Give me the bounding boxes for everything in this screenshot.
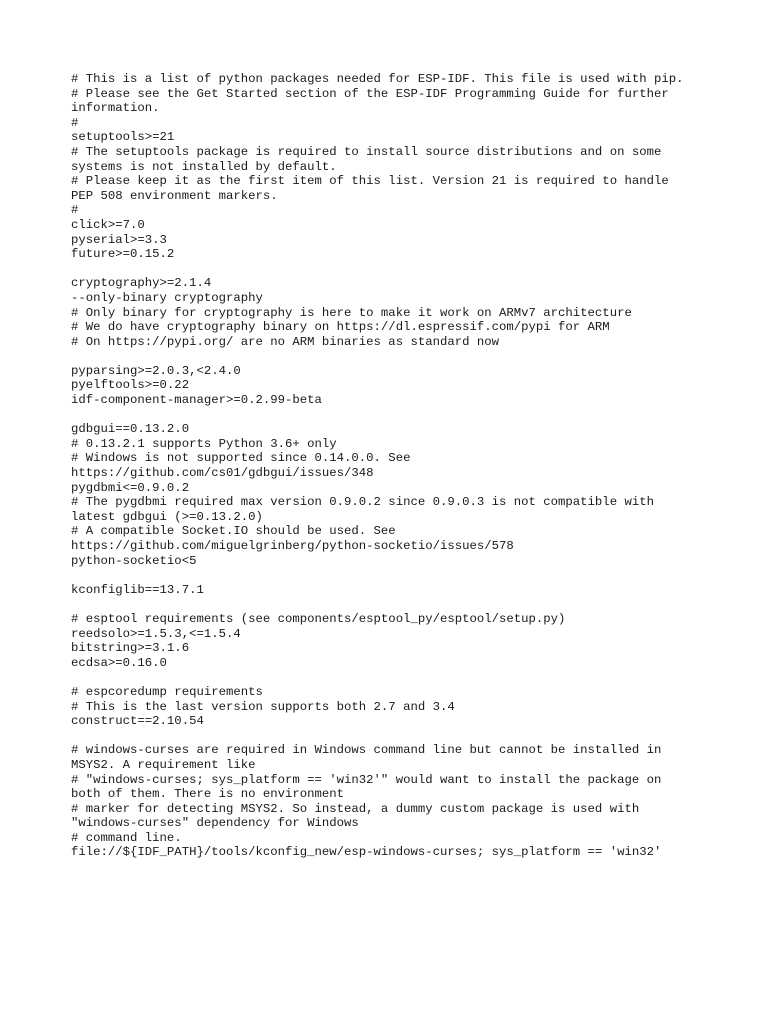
document-line: # This is a list of python packages needed for ESP-IDF. This file is used with pip. — [71, 72, 684, 86]
document-line: click>=7.0 — [71, 217, 145, 232]
document-line: # — [71, 203, 79, 218]
document-line: # command line. — [71, 830, 182, 845]
document-line: --only-binary cryptography — [71, 290, 263, 305]
document-line: setuptools>=21 — [71, 130, 175, 145]
document-line: pyserial>=3.3 — [71, 232, 167, 247]
document-line: file://${IDF_PATH}/tools/kconfig_new/esp-windows-curses; sys_platform == 'win32' — [71, 845, 662, 860]
requirements-document — [71, 72, 711, 860]
document-line: cryptography>=2.1.4 — [71, 276, 212, 291]
document-line — [71, 262, 711, 277]
document-line — [71, 568, 711, 583]
document-line — [71, 597, 711, 612]
document-line: https://github.com/cs01/gdbgui/issues/348 — [71, 466, 374, 481]
document-line: https://github.com/miguelgrinberg/python-socketio/issues/578 — [71, 539, 514, 553]
document-line: # marker for detecting MSYS2. So instead, a dummy custom package is used with — [71, 801, 640, 816]
document-line: # espcoredump requirements — [71, 684, 263, 699]
document-line: kconfiglib==13.7.1 — [71, 582, 204, 597]
document-line: both of them. There is no environment — [71, 787, 345, 802]
document-line — [71, 729, 711, 744]
document-line: # On https://pypi.org/ are no ARM binaries as standard now — [71, 334, 500, 349]
document-line: python-socketio<5 — [71, 553, 197, 568]
document-line: # This is the last version supports both 2.7 and 3.4 — [71, 699, 455, 714]
document-line: latest gdbgui (>=0.13.2.0) — [71, 509, 263, 524]
document-line — [71, 349, 711, 364]
document-line: bitstring>=3.1.6 — [71, 641, 190, 656]
document-line: pyelftools>=0.22 — [71, 378, 190, 393]
document-line: pygdbmi<=0.9.0.2 — [71, 480, 190, 495]
document-line: # The setuptools package is required to install source distributions and on some — [71, 144, 662, 159]
document-line: future>=0.15.2 — [71, 247, 175, 262]
document-line: # windows-curses are required in Windows command line but cannot be installed in — [71, 743, 662, 758]
document-line: # esptool requirements (see components/esptool_py/esptool/setup.py) — [71, 611, 566, 626]
document-line: ecdsa>=0.16.0 — [71, 655, 167, 670]
document-line: # The pygdbmi required max version 0.9.0.2 since 0.9.0.3 is not compatible with — [71, 495, 654, 510]
document-line: # Windows is not supported since 0.14.0.0. See — [71, 451, 411, 466]
document-line: construct==2.10.54 — [71, 714, 204, 729]
document-line: # — [71, 115, 79, 130]
document-line — [71, 408, 711, 423]
document-line — [71, 670, 711, 685]
document-line: idf-component-manager>=0.2.99-beta — [71, 393, 322, 408]
document-line: gdbgui==0.13.2.0 — [71, 422, 190, 437]
document-line: pyparsing>=2.0.3,<2.4.0 — [71, 363, 241, 378]
document-line: # A compatible Socket.IO should be used. See — [71, 524, 396, 539]
document-line: information. — [71, 101, 160, 116]
document-line: # Only binary for cryptography is here to make it work on ARMv7 architecture — [71, 305, 632, 320]
document-line: reedsolo>=1.5.3,<=1.5.4 — [71, 626, 241, 641]
document-line: # We do have cryptography binary on https://dl.espressif.com/pypi for ARM — [71, 320, 610, 335]
document-line: MSYS2. A requirement like — [71, 757, 256, 772]
document-line: # 0.13.2.1 supports Python 3.6+ only — [71, 436, 337, 451]
document-line: systems is not installed by default. — [71, 159, 337, 174]
document-line: # Please keep it as the first item of this list. Version 21 is required to handle — [71, 174, 669, 189]
document-line: PEP 508 environment markers. — [71, 188, 278, 203]
document-line: # Please see the Get Started section of the ESP-IDF Programming Guide for further — [71, 86, 669, 101]
document-line: # "windows-curses; sys_platform == 'win32'" would want to install the package on — [71, 772, 662, 787]
document-line: "windows-curses" dependency for Windows — [71, 816, 359, 831]
